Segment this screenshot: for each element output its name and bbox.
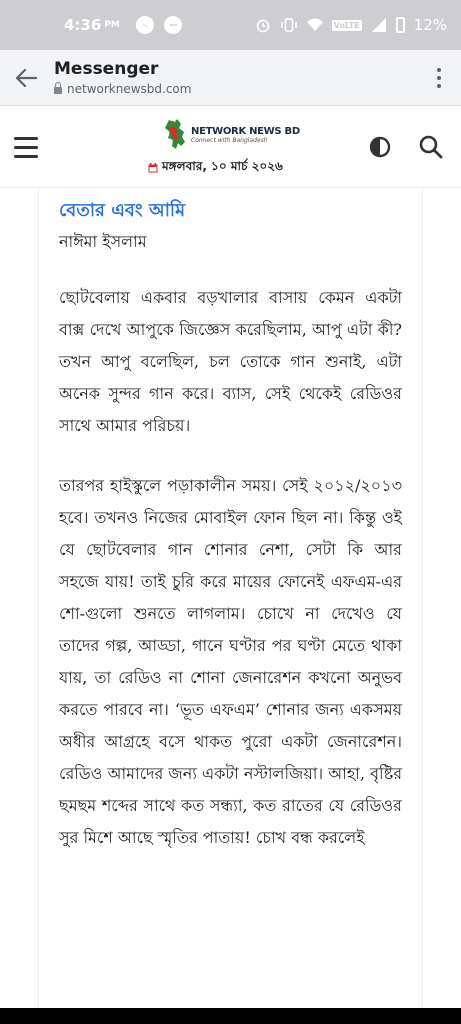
battery-icon [396,17,405,33]
theme-toggle-button[interactable] [368,135,392,159]
signal-icon [371,17,387,33]
date-row [148,158,283,178]
current-date: মঙ্গলবার, ১০ মার্চ ২০২৬ [162,159,283,173]
search-button[interactable] [418,134,444,160]
status-bar [0,0,461,50]
search-icon [418,134,444,160]
browser-url: networknewsbd.com [67,82,192,96]
hamburger-icon-line [14,155,38,158]
logo-tagline: Connect with Bangladesh [191,137,268,144]
vibrate-icon [280,17,298,33]
article-paragraph: ছোটবেলায় একবার বড়খালার বাসায় কেমন একটা বাক্স দেখে আপুকে জিজ্ঞেস করেছিলাম, আপু এটা কী? তখন আপু বলেছিল, চল তোকে গান শুনাই, এটা অনেক সুন্দর গান করে। ব্যাস, সেই থেকেই রেডিওর সাথে আমার পরিচয়। [59,288,402,435]
article-body [38,188,423,1008]
article-author: নাঈমা ইসলাম [59,232,147,251]
lock-icon [54,87,62,94]
network-badge: VoLTE [333,20,360,30]
browser-title-area[interactable] [52,59,417,96]
menu-button[interactable] [14,132,44,162]
logo-text [191,126,300,144]
bangladesh-map-icon [163,118,187,152]
back-button[interactable] [0,50,52,106]
arrow-left-icon [15,68,37,88]
system-icons [255,16,447,34]
article-title[interactable]: বেতার এবং আমি [59,200,186,221]
alarm-icon [255,17,271,33]
browser-toolbar [0,50,461,106]
site-header [0,106,461,188]
messenger-icon [136,16,154,34]
wifi-icon [307,18,323,32]
status-time: 4:36 [64,16,102,34]
article-paragraph: তারপর হাইস্কুলে পড়াকালীন সময়। সেই ২০১২/২০১৩ হবে। তখনও নিজের মোবাইল ফোন ছিল না। কিন্তু ওই যে ছোটবেলার গান শোনার নেশা, সেটা কি আর সহজে যায়! তাই চুরি করে মায়ের ফোনেই এফএম-এর শো-গুলো শুনতে লাগলাম। চোখে না দেখেও যে তাদের গল্প, আড্ডা, গানে ঘণ্টার পর ঘণ্টা মেতে থাকা যায়, তা রেডিও না শোনা জেনারেশন কখনো অনুভব করতে পারবে না। ‘ভূত এফএম’ শোনার জন্য একসময় অধীর আগ্রহে বসে থাকত পুরো একটা জেনারেশন। রেডিও আমাদের জন্য একটা নস্টালজিয়া। আহা, বৃষ্টির ছমছম শব্দের সাথে কত সন্ধ্যা, কত রাতের যে রেডিওর সুর মিশে আছে স্মৃতির পাতায়! চোখ বন্ধ করলেই [59,476,402,847]
logo-name: NETWORK NEWS BD [191,126,300,137]
calendar-icon [148,163,158,173]
browser-title: Messenger [54,59,159,79]
hamburger-icon-line [14,146,38,149]
notification-icons [136,16,182,34]
system-navigation-bar [0,1008,461,1024]
chat-bubble-icon [164,16,182,34]
battery-level: 12% [413,16,447,34]
url-row [54,82,417,96]
overflow-menu-button[interactable] [417,50,461,106]
site-logo[interactable] [163,118,300,152]
hamburger-icon-line [14,137,38,140]
status-ampm: PM [104,20,120,30]
more-vert-icon [437,68,441,88]
contrast-icon [368,135,392,159]
